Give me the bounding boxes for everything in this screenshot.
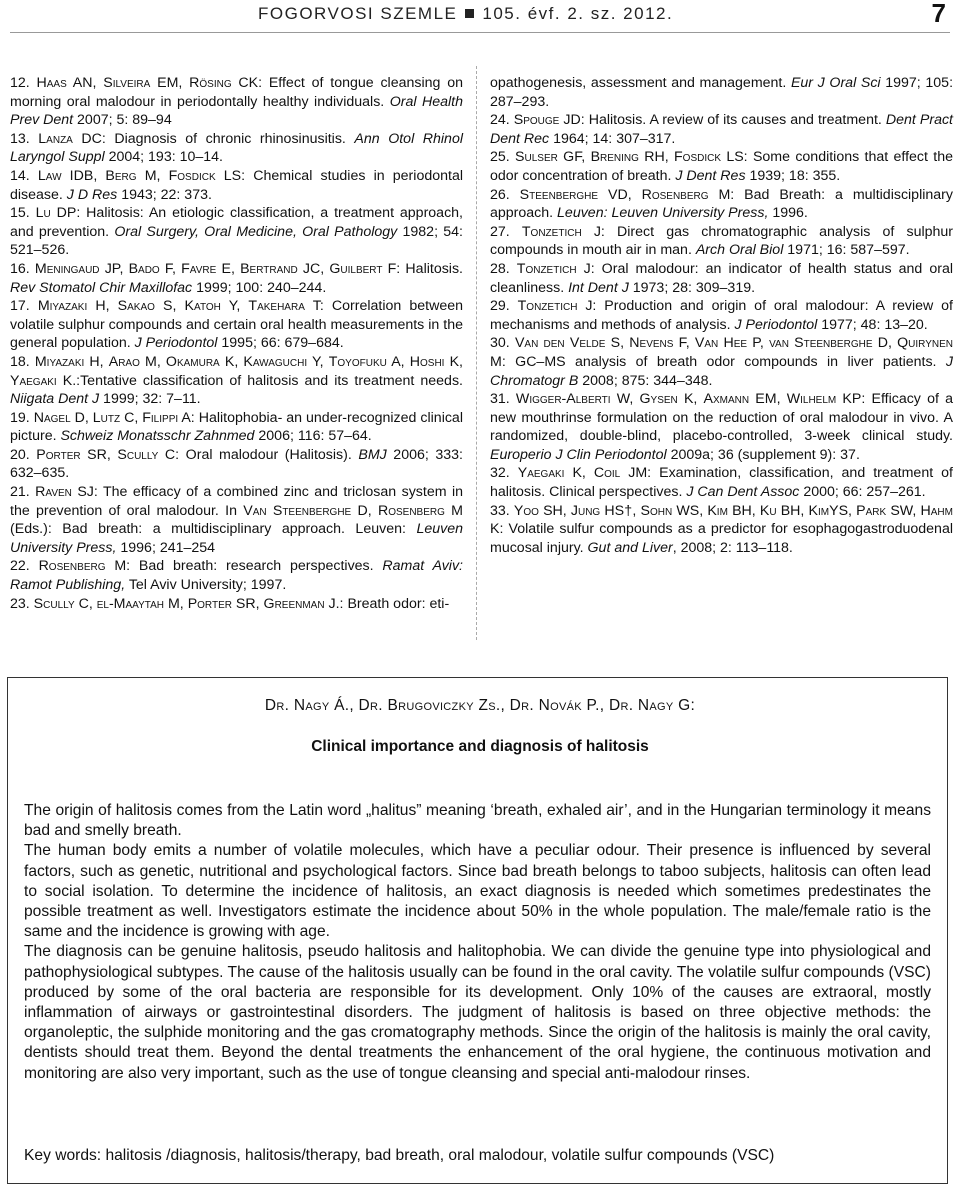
reference-item — [10, 595, 463, 614]
reference-text: W, — [610, 391, 640, 408]
reference-author: Lutz — [92, 409, 121, 426]
reference-text: M: Bad breath: research perspectives. — [105, 558, 383, 575]
running-header — [0, 0, 960, 34]
reference-journal: Ramat Aviv: Ramot Publishing, — [10, 558, 463, 594]
reference-text: 1943; 22: 373. — [117, 186, 212, 203]
reference-text: 32. — [490, 465, 518, 482]
reference-item — [10, 353, 463, 409]
reference-author: Hoshi — [409, 353, 445, 370]
reference-author: Hahm — [920, 502, 953, 519]
reference-author: Takehara — [248, 298, 305, 315]
abstract-body — [24, 801, 931, 1084]
reference-text: 17. — [10, 298, 38, 315]
reference-author: Raven — [35, 484, 72, 501]
reference-text: 2000; 66: 257–261. — [799, 484, 926, 501]
reference-text: D, — [70, 409, 93, 426]
reference-text: 21. — [10, 484, 36, 501]
reference-author: Silveira — [103, 75, 151, 91]
reference-text: JC, — [297, 260, 330, 277]
reference-journal: Arch Oral Biol — [695, 242, 784, 259]
reference-text: 22. — [10, 558, 39, 575]
reference-author: el-Maaytah — [96, 595, 165, 612]
reference-item — [490, 223, 953, 260]
abstract-paragraph: The diagnosis can be genuine halitosis, pseudo halitosis and halitophobia. We can divide the genuine type into physiological and pathophysiological subtypes. The cause of the halitosis usually can be found in the oral cavity. The volatile sulfur compounds (VSC) produced by some of the oral bacteria are responsible for its development. Only 10% of the causes are extraoral, mostly inflammation of airways or gastrointestinal disorders. The judgment of halitosis is based on three objective methods: the organoleptic, the sulphide monitoring and the gas cromatography methods. Since the origin of the halitosis is mainly the oral cavity, dentists should treat them. Beyond the dental treatments the enhancement of the oral hygiene, the continuous motivation and monitoring are also very important, such as the use of tongue cleansing and special anti-malodour rinses. — [24, 943, 931, 1082]
reference-author: Steenberghe — [519, 186, 599, 203]
reference-text: 16. — [10, 260, 35, 277]
reference-author: Okamura — [165, 353, 220, 370]
reference-text: 1973; 28: 309–319. — [628, 279, 756, 296]
reference-text: K, — [564, 465, 594, 482]
reference-text: M: GC–MS analysis of breath odor compounds in liver patients. — [490, 353, 946, 370]
reference-item — [490, 260, 953, 297]
reference-journal: Niigata Dent J — [10, 391, 100, 408]
reference-item — [10, 483, 463, 557]
reference-text: GF, — [557, 149, 591, 166]
reference-text: J.: Breath odor: eti- — [324, 595, 450, 612]
reference-author: Axmann — [703, 391, 750, 408]
reference-text: 31. — [490, 391, 516, 408]
reference-text: Tel Aviv University; 1997. — [125, 577, 287, 594]
reference-text: 1977; 48: 13–20. — [817, 316, 928, 333]
reference-journal: Europerio J Clin Periodontol — [490, 446, 667, 463]
reference-text: VD, — [598, 186, 642, 203]
reference-item — [490, 186, 953, 223]
reference-journal: Eur J Oral Sci — [790, 75, 881, 91]
reference-author: Yaegaki — [10, 372, 57, 389]
reference-text: 2006; 116: 57–64. — [254, 428, 372, 445]
reference-text: BH, — [776, 502, 809, 519]
reference-journal: BMJ — [358, 446, 387, 463]
reference-item — [490, 502, 953, 558]
reference-author: Van den Velde — [514, 335, 606, 352]
reference-author: Yoo — [513, 502, 539, 519]
reference-item — [10, 297, 463, 353]
reference-author: Nagel — [33, 409, 71, 426]
reference-author: Filippi — [142, 409, 179, 426]
reference-author: Brening — [590, 149, 639, 166]
reference-author: Katoh — [184, 298, 221, 315]
reference-author: Porter — [36, 446, 81, 463]
abstract-keywords: Key words: halitosis /diagnosis, halitosis/therapy, bad breath, oral malodour, volatile sulfur compounds (VSC) — [24, 1147, 775, 1164]
reference-item — [490, 297, 953, 334]
reference-text: IDB, — [61, 167, 106, 184]
reference-text: F, — [159, 260, 182, 277]
reference-text: LS: Chemical studies in periodontal disease. — [10, 167, 463, 203]
reference-text: 13. — [10, 130, 39, 147]
reference-text: 1939; 18: 355. — [745, 167, 841, 184]
reference-author: Rosenberg — [641, 186, 709, 203]
reference-text: 29. — [490, 298, 518, 315]
reference-text: KP: Efficacy of a new mouthrinse formulation on the reduction of oral malodour in vivo. A randomized, double-blind, placebo-controlled, 3-week clinical study. — [490, 391, 953, 445]
reference-text: DP: Halitosis: An etiologic classification, a treatment approach, and prevention. — [10, 205, 464, 240]
reference-text: E, — [216, 260, 241, 277]
header-rule — [10, 32, 950, 33]
reference-author: Tonzetich — [516, 260, 577, 277]
reference-author: Lu — [35, 205, 51, 222]
reference-author: Ku — [759, 502, 777, 519]
reference-text: EM, — [749, 391, 787, 408]
reference-author: Rosenberg — [377, 502, 445, 519]
reference-text: SW, — [886, 502, 921, 519]
reference-author: Fosdick — [168, 167, 216, 184]
reference-journal: J Can Dent Assoc — [686, 484, 800, 501]
reference-item — [10, 260, 463, 297]
journal-issue: 105. évf. 2. sz. 2012. — [482, 4, 674, 23]
column-divider — [476, 66, 477, 640]
reference-text: 1999; 32: 7–11. — [99, 391, 201, 408]
reference-text: 1996; 241–254 — [116, 539, 216, 556]
reference-text: K, — [219, 353, 244, 370]
reference-text: JP, — [99, 260, 129, 277]
reference-author: Rosenberg — [38, 558, 106, 575]
reference-text: 2007; 5: 89–94 — [73, 112, 172, 129]
reference-text: 1996. — [768, 205, 808, 222]
reference-author: Yaegaki — [517, 465, 565, 482]
reference-author: Kim — [707, 502, 728, 519]
reference-journal: J Periodontol — [134, 335, 218, 352]
reference-text: SJ: The efficacy of a combined zinc and triclosan system in the prevention of oral malodour. In — [10, 484, 463, 519]
reference-text: 2009a; 36 (supplement 9): 37. — [666, 446, 860, 463]
reference-journal: Ann Otol Rhinol Laryngol Suppl — [10, 130, 463, 166]
reference-author: Toyofuku — [328, 353, 387, 370]
journal-header — [258, 4, 673, 24]
reference-text: 1995; 66: 679–684. — [217, 335, 344, 352]
reference-text: F: Halitosis. — [382, 260, 463, 277]
reference-journal: J Periodontol — [734, 316, 818, 333]
references-left-column — [10, 74, 463, 613]
reference-author: Berg — [105, 167, 137, 184]
reference-item — [490, 464, 953, 501]
reference-text: 15. — [10, 205, 36, 222]
abstract-paragraph: The human body emits a number of volatile molecules, which have a peculiar odour. Their presence is influenced by several factors, such as genetic, nutritional and psychological factors. Since bad breath belongs to taboo subjects, halitosis can often lead to social isolation. To determine the incidence of halitosis, an exact diagnosis is needed which sometimes predestinates the possible treatment as well. Investigators estimate the incidence about 50% in the whole population. The male/female ratio is the same and the incidence is growing with age. — [24, 842, 931, 941]
reference-author: Scully — [33, 595, 75, 612]
reference-item — [10, 74, 463, 130]
reference-text: M, — [139, 353, 166, 370]
reference-author: Park — [856, 502, 887, 519]
reference-author: Greenman — [263, 595, 325, 612]
abstract-authors: Dr. Nagy Á., Dr. Brugoviczky Zs., Dr. Novák P., Dr. Nagy G: — [264, 697, 696, 714]
reference-item — [490, 74, 953, 111]
reference-author: Kawaguchi — [243, 353, 308, 370]
reference-text: M (Eds.): Bad breath: a multidisciplinary approach. Leuven: — [10, 502, 463, 538]
reference-author: Van Hee — [694, 335, 748, 352]
reference-author: Law — [37, 167, 62, 184]
reference-author: Fosdick — [674, 149, 722, 166]
reference-text: 1964; 14: 307–317. — [549, 130, 676, 147]
reference-text: SH, — [538, 502, 571, 519]
reference-text: M, — [136, 167, 169, 184]
abstract-paragraph: The origin of halitosis comes from the Latin word „halitus” meaning ‘breath, exhaled air’, and in the Hungarian terminology it means bad and smelly breath. — [24, 802, 931, 840]
reference-text: RH, — [638, 149, 674, 166]
reference-text: K.:Tentative classification of halitosis and its treatment needs. — [56, 372, 463, 389]
reference-item — [10, 130, 463, 167]
reference-author: Meningaud — [34, 260, 100, 277]
reference-text: 1971; 16: 587–597. — [783, 242, 910, 259]
reference-text: 27. — [490, 223, 522, 240]
reference-text: 1982; 54: 521–526. — [10, 223, 463, 259]
reference-author: Miyazaki — [37, 298, 88, 315]
reference-author: Miyazaki — [34, 353, 85, 370]
reference-journal: Oral Surgery, Oral Medicine, Oral Pathology — [114, 223, 398, 240]
reference-text: EM, — [150, 75, 190, 91]
reference-author: Gysen — [639, 391, 678, 408]
reference-text: 1997; 105: 287–293. — [490, 75, 954, 110]
reference-journal: Gut and Liver — [587, 539, 673, 556]
reference-journal: J Dent Res — [675, 167, 746, 184]
reference-text: 19. — [10, 409, 34, 426]
reference-author: Wigger-Alberti — [515, 391, 611, 408]
reference-author: Arao — [108, 353, 140, 370]
reference-item — [10, 557, 463, 594]
reference-text: P, — [747, 335, 770, 352]
reference-text: C, — [74, 595, 97, 612]
reference-text: H, — [87, 298, 118, 315]
reference-journal: Leuven University Press, — [10, 521, 463, 556]
reference-text: HS†, — [600, 502, 641, 519]
reference-text: F, — [673, 335, 695, 352]
reference-text: WS, — [672, 502, 708, 519]
reference-author: Guilbert — [329, 260, 383, 277]
reference-text: M: Bad Breath: a multidisciplinary approach. — [490, 186, 953, 222]
reference-text: AN, — [66, 75, 104, 91]
reference-journal: Rev Stomatol Chir Maxillofac — [10, 279, 193, 296]
reference-author: Rösing — [189, 75, 232, 91]
reference-item — [10, 446, 463, 483]
reference-text: K, — [677, 391, 704, 408]
reference-text: 20. — [10, 446, 37, 463]
reference-item — [10, 409, 463, 446]
journal-name: FOGORVOSI SZEMLE — [258, 4, 458, 23]
reference-author: Lanza — [38, 130, 73, 147]
reference-author: Quirynen — [897, 335, 953, 352]
reference-author: Sulser — [515, 149, 558, 166]
reference-author: Coil — [593, 465, 621, 482]
reference-item — [490, 390, 953, 464]
reference-journal: Oral Health Prev Dent — [10, 93, 463, 129]
reference-item — [490, 148, 953, 185]
reference-text: , — [848, 502, 857, 519]
reference-text: , 2008; 2: 113–118. — [672, 539, 793, 556]
page-number: 7 — [931, 0, 946, 28]
reference-text: opathogenesis, assessment and management. — [490, 75, 791, 91]
reference-text: 23. — [10, 595, 34, 612]
reference-text: 33. — [490, 502, 514, 519]
reference-text: 18. — [10, 353, 35, 370]
reference-text: SR, — [231, 595, 264, 612]
reference-text: D, — [872, 335, 898, 352]
reference-text: S, — [154, 298, 185, 315]
reference-author: Spouge — [513, 112, 560, 129]
reference-text: J: Direct gas chromatographic analysis of sulphur compounds in mouth air in man. — [490, 223, 954, 259]
reference-text: 2004; 193: 10–14. — [104, 149, 223, 166]
reference-text: 26. — [490, 186, 520, 203]
reference-author: Favre — [181, 260, 217, 277]
reference-text: Y, — [307, 353, 329, 370]
reference-author: Porter — [187, 595, 232, 612]
reference-text: JD: Halitosis. A review of its causes and treatment. — [559, 112, 886, 129]
reference-text: K, — [444, 353, 463, 370]
reference-text: S, — [605, 335, 630, 352]
reference-author: Sakao — [117, 298, 155, 315]
reference-journal: Schweiz Monatsschr Zahnmed — [60, 428, 255, 445]
reference-author: Tonzetich — [517, 298, 578, 315]
reference-journal: Int Dent J — [568, 279, 629, 296]
reference-text: A: Halitophobia- an under-recognized clinical picture. — [10, 409, 463, 445]
reference-text: 25. — [490, 149, 516, 166]
reference-journal: J Chromatogr B — [490, 353, 953, 389]
reference-text: LS: Some conditions that effect the odor concentration of breath. — [490, 149, 953, 184]
reference-text: Y, — [220, 298, 249, 315]
reference-text: JM: Examination, classification, and treatment of halitosis. Clinical perspectives. — [490, 465, 953, 501]
reference-journal: Leuven: Leuven University Press, — [557, 205, 769, 222]
reference-text: 24. — [490, 112, 514, 129]
reference-text: CK: Effect of tongue cleansing on morning oral malodour in periodontally healthy individuals. — [10, 75, 463, 110]
reference-text: 14. — [10, 167, 38, 184]
reference-text: 1999; 100: 240–244. — [192, 279, 327, 296]
reference-text: H, — [84, 353, 109, 370]
reference-text: 12. — [10, 75, 37, 91]
reference-author: Haas — [36, 75, 67, 91]
reference-author: van Steenberghe — [769, 335, 873, 352]
reference-text: C: Oral malodour (Halitosis). — [158, 446, 359, 463]
reference-author: Scully — [117, 446, 159, 463]
reference-text: D, — [351, 502, 378, 519]
reference-text: A, — [386, 353, 410, 370]
reference-text: T: Correlation between volatile sulphur compounds and certain oral health measurements in the general population. — [10, 298, 463, 352]
reference-journal: Dent Pract Dent Rec — [490, 112, 954, 147]
reference-author: Tonzetich — [521, 223, 582, 240]
square-bullet-icon — [465, 9, 474, 18]
reference-text: 2006; 333: 632–635. — [10, 446, 463, 482]
reference-item — [490, 111, 953, 148]
reference-text: J: Production and origin of oral malodour: A review of mechanisms and methods of analysis. — [490, 298, 953, 333]
reference-author: KimYS — [808, 502, 849, 519]
reference-text: J: Oral malodour: an indicator of health status and oral cleanliness. — [490, 260, 954, 296]
reference-item — [490, 334, 953, 390]
reference-author: Bertrand — [240, 260, 298, 277]
reference-item — [10, 167, 463, 204]
reference-text: C, — [120, 409, 143, 426]
reference-text: DC: Diagnosis of chronic rhinosinusitis. — [72, 130, 355, 147]
reference-text: 28. — [490, 260, 517, 277]
reference-text: 30. — [490, 335, 515, 352]
reference-author: Nevens — [629, 335, 674, 352]
abstract-title: Clinical importance and diagnosis of halitosis — [311, 738, 649, 755]
reference-item — [10, 204, 463, 260]
reference-author: Wilhelm — [786, 391, 837, 408]
reference-author: Van Steenberghe — [243, 502, 352, 519]
reference-journal: J D Res — [66, 186, 118, 203]
reference-text: 2008; 875: 344–348. — [578, 372, 713, 389]
reference-author: Jung — [570, 502, 601, 519]
reference-author: Sohn — [640, 502, 673, 519]
reference-author: Bado — [128, 260, 160, 277]
references-right-column — [490, 74, 953, 557]
reference-text: M, — [164, 595, 188, 612]
reference-text: SR, — [80, 446, 118, 463]
reference-text: BH, — [727, 502, 760, 519]
reference-text: K: Volatile sulfur compounds as a predictor for esophagogastroduodenal mucosal injury. — [490, 521, 953, 556]
